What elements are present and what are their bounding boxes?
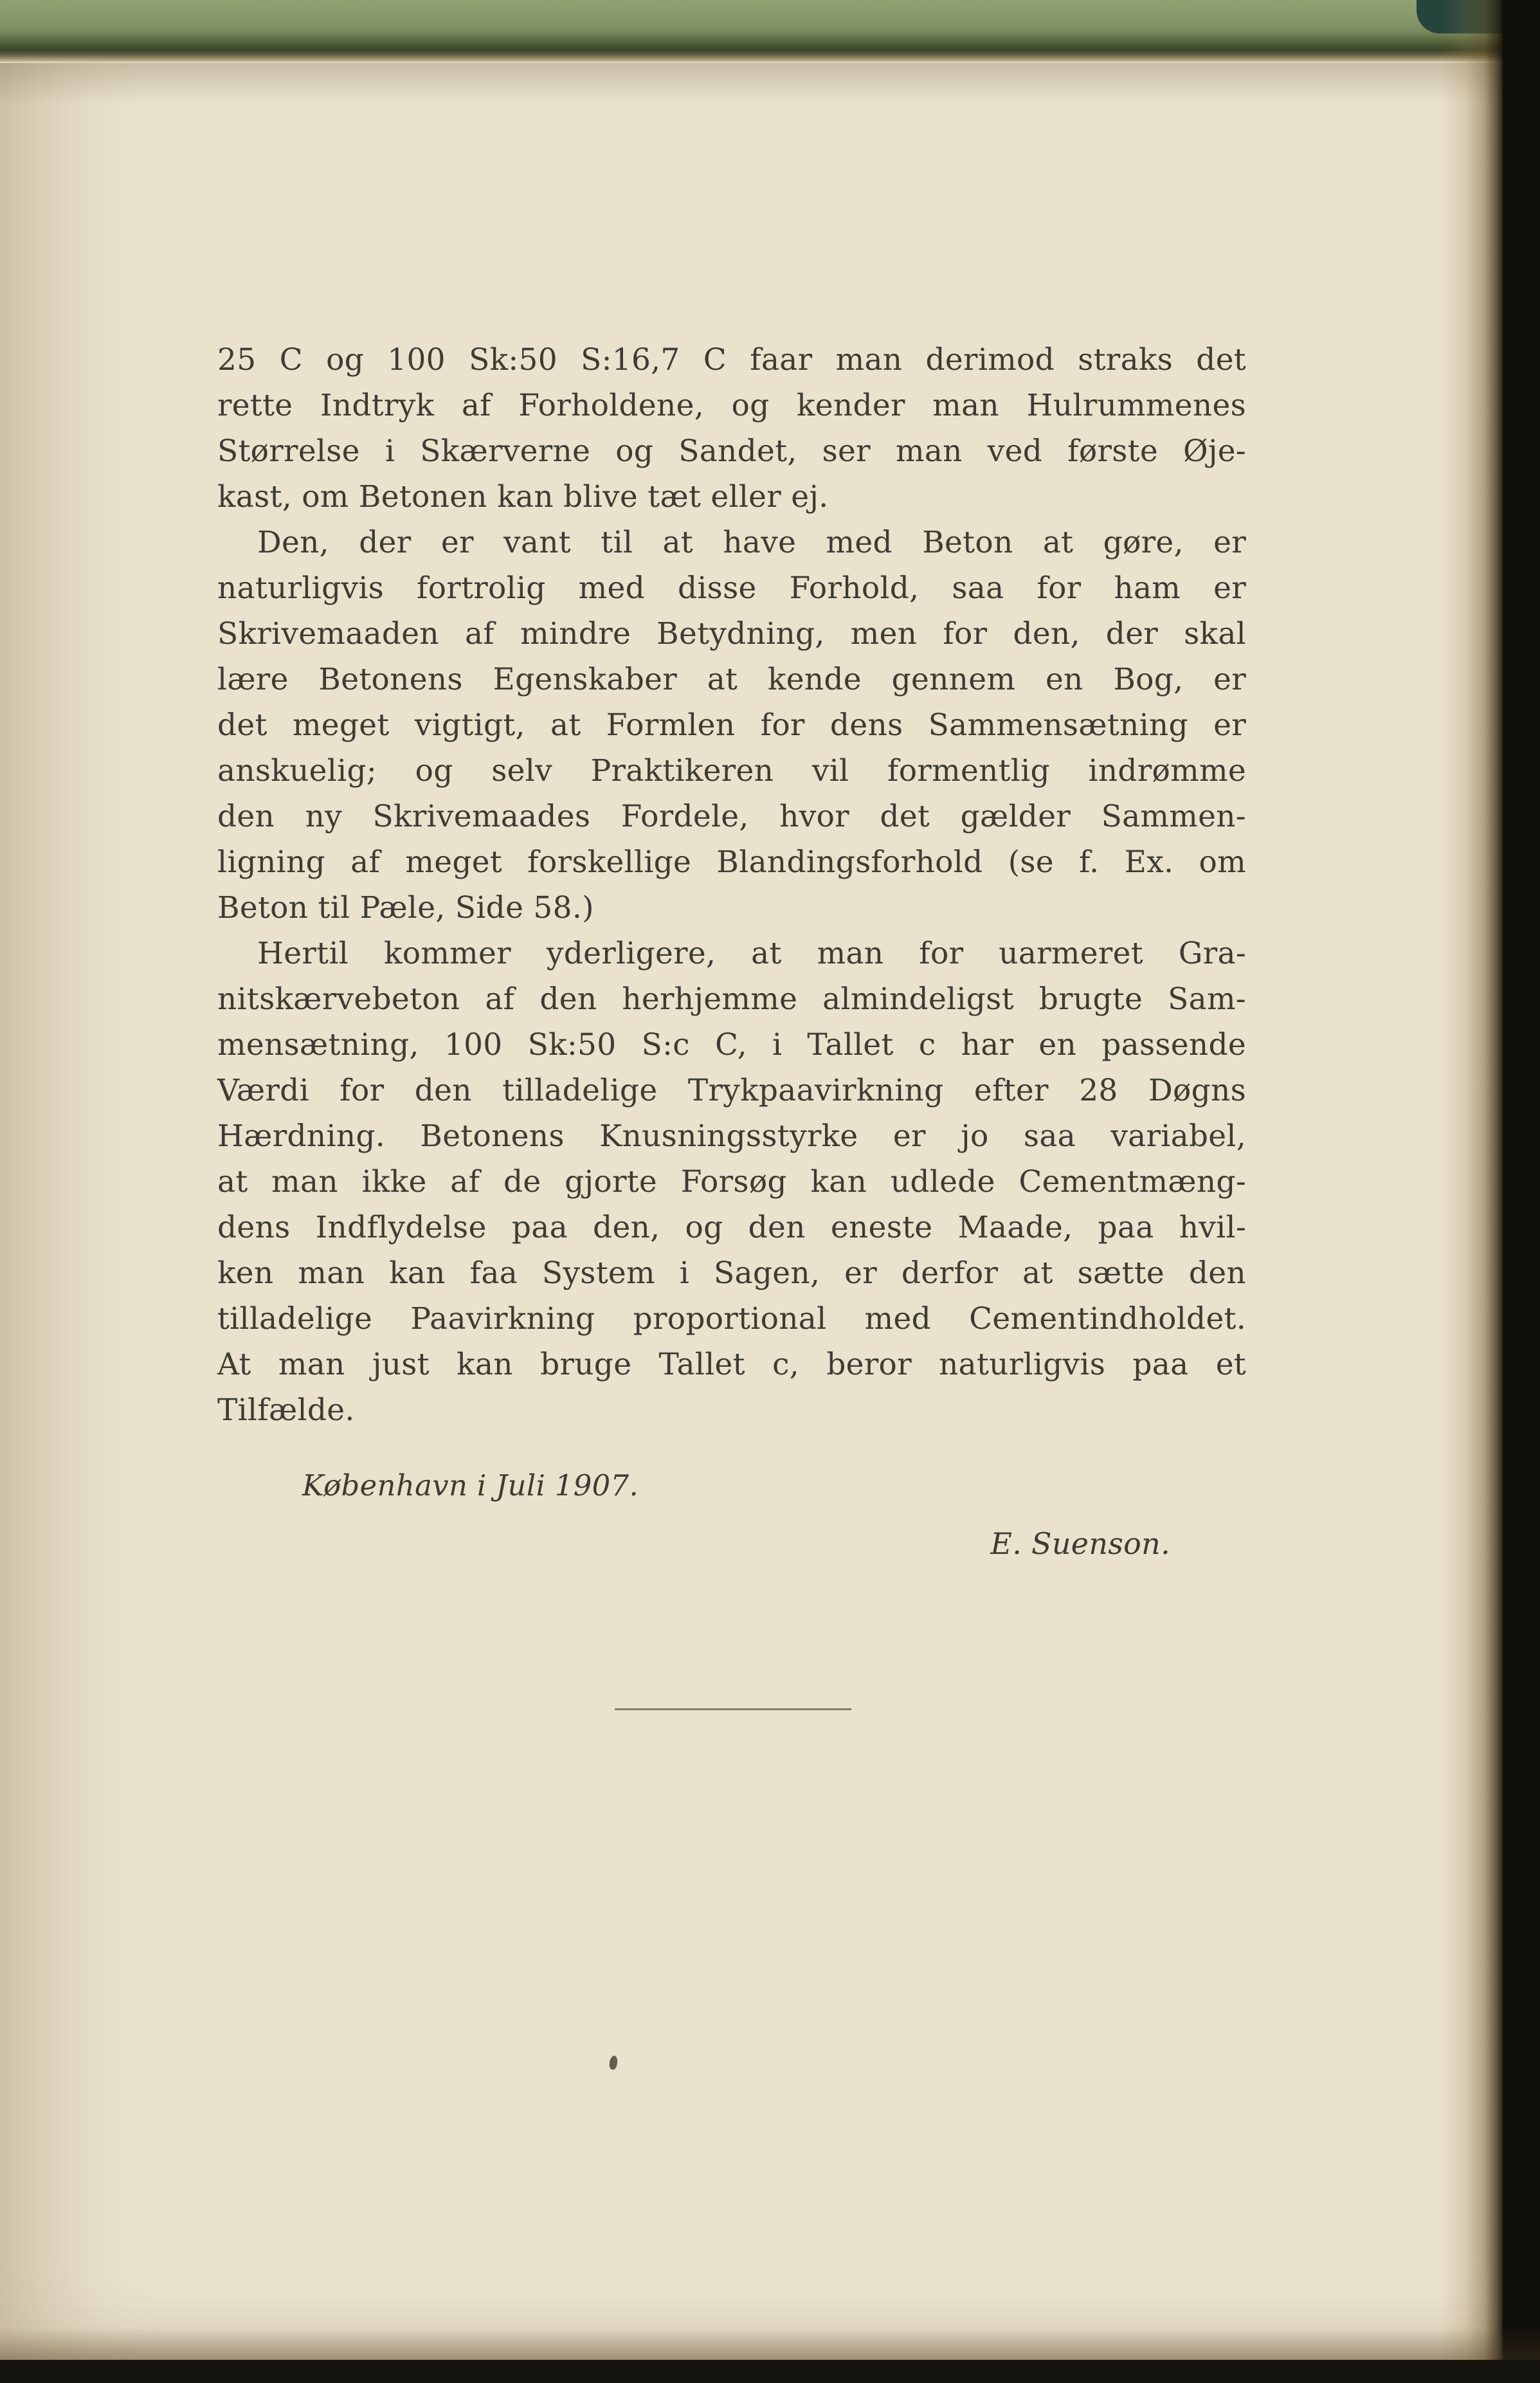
signature: E. Suenson.: [990, 1526, 1170, 1561]
text-line: Hertil kommer yderligere, at man for uarmeret Gra-: [257, 936, 1246, 971]
scan-border-bottom: [0, 2360, 1540, 2383]
text-block: [217, 337, 1246, 1567]
text-line: det meget vigtigt, at Formlen for dens Sammensætning er: [217, 708, 1246, 743]
text-line: At man just kan bruge Tallet c, beror naturligvis paa et: [217, 1347, 1246, 1382]
bottom-edge-shadow: [0, 2328, 1540, 2360]
scan-border-right: [1503, 0, 1540, 2383]
book-cover-top-edge: [0, 0, 1540, 63]
page-fore-edge: [1442, 0, 1503, 2383]
paragraph: [217, 337, 1246, 520]
text-line: mensætning, 100 Sk:50 S:c C, i Tallet c har en passende: [217, 1027, 1246, 1063]
text-line: 25 C og 100 Sk:50 S:16,7 C faar man derimod straks det: [217, 342, 1246, 378]
text-line: lære Betonens Egenskaber at kende gennem en Bog, er: [217, 662, 1246, 697]
paragraph: [217, 520, 1246, 931]
text-line: nitskærvebeton af den herhjemme almindeligst brugte Sam-: [217, 982, 1246, 1017]
text-line: tilladelige Paavirkning proportional med Cementindholdet.: [217, 1301, 1246, 1337]
text-line: anskuelig; og selv Praktikeren vil formentlig indrømme: [217, 753, 1246, 789]
text-line: den ny Skrivemaades Fordele, hvor det gælder Sammen-: [217, 799, 1246, 834]
text-line: naturligvis fortrolig med disse Forhold, saa for ham er: [217, 571, 1246, 606]
text-line: Den, der er vant til at have med Beton at gøre, er: [257, 525, 1246, 560]
text-line: ken man kan faa System i Sagen, er derfor at sætte den: [217, 1255, 1246, 1291]
text-line: Tilfælde.: [217, 1392, 355, 1428]
text-line: at man ikke af de gjorte Forsøg kan udlede Cementmæng-: [217, 1164, 1246, 1200]
dateline: København i Juli 1907.: [302, 1468, 639, 1502]
ink-speck: [609, 2055, 619, 2070]
text-line: Hærdning. Betonens Knusningsstyrke er jo saa variabel,: [217, 1118, 1246, 1154]
text-line: ligning af meget forskellige Blandingsforhold (se f. Ex. om: [217, 845, 1246, 880]
separator-rule: [615, 1708, 851, 1710]
text-line: dens Indflydelse paa den, og den eneste Maade, paa hvil-: [217, 1210, 1246, 1245]
top-edge-shadow: [0, 63, 1540, 104]
paragraph: [217, 931, 1246, 1433]
text-line: kast, om Betonen kan blive tæt eller ej.: [217, 479, 829, 515]
text-line: Beton til Pæle, Side 58.): [217, 890, 594, 926]
text-line: rette Indtryk af Forholdene, og kender man Hulrummenes: [217, 388, 1246, 423]
text-line: Skrivemaaden af mindre Betydning, men for den, der skal: [217, 616, 1246, 652]
text-line: Værdi for den tilladelige Trykpaavirkning efter 28 Døgns: [217, 1073, 1246, 1108]
text-line: Størrelse i Skærverne og Sandet, ser man ved første Øje-: [217, 434, 1246, 469]
